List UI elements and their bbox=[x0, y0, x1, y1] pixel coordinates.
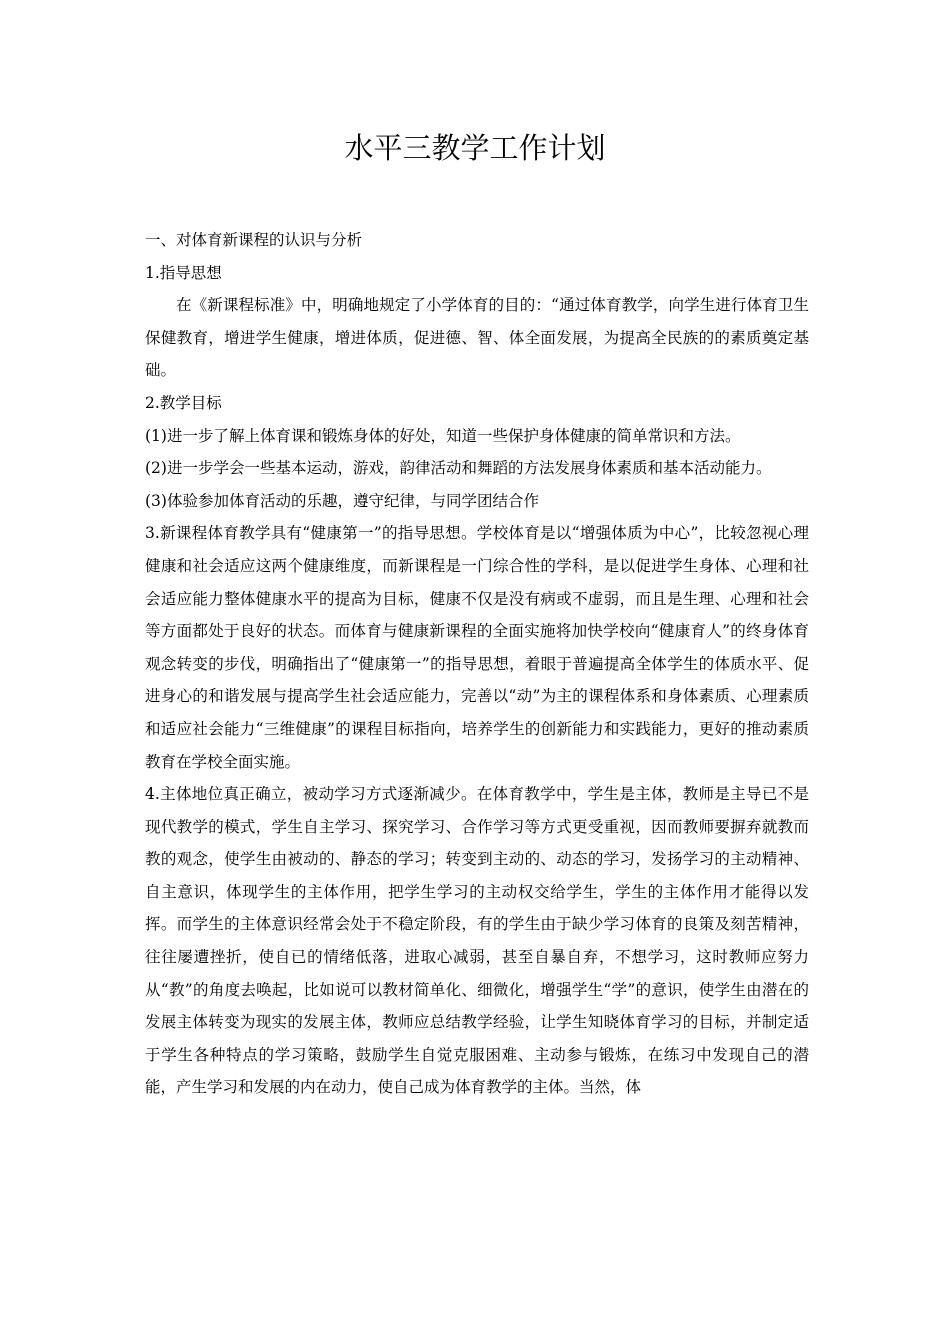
paragraph: 4.主体地位真正确立，被动学习方式逐渐减少。在体育教学中，学生是主体，教师是主导已不是现代教学的模式，学生自主学习、探究学习、合作学习等方式更受重视，因而教师要摒弃就教而教的观念，使学生由被动的、静态的学习；转变到主动的、动态的学习，发扬学习的主动精神、自主意识，体现学生的主体作用，把学生学习的主动权交给学生，学生的主体作用才能得以发挥。而学生的主体意识经常会处于不稳定阶段，有的学生由于缺少学习体育的良策及刻苦精神，往往屡遭挫折，使自已的情绪低落，进取心减弱，甚至自暴自弃，不想学习，这时教师应努力从“教”的角度去唤起，比如说可以教材简单化、细微化，增强学生“学”的意识，使学生由潜在的发展主体转变为现实的发展主体，教师应总结教学经验，让学生知晓体育学习的目标，并制定适于学生各种特点的学习策略，鼓励学生自觉克服困难、主动参与锻炼，在练习中发现自己的潜能，产生学习和发展的内在动力，使自己成为体育教学的主体。当然，体 bbox=[145, 785, 809, 1097]
subsection-heading: 1.指导思想 bbox=[145, 263, 222, 282]
paragraph: 3.新课程体育教学具有“健康第一”的指导思想。学校体育是以“增强体质为中心”，比较忽视心理健康和社会适应这两个健康维度，而新课程是一门综合性的学科，是以促进学生身体、心理和社会适应能力整体健康水平的提高为目标，健康不仅是没有病或不虚弱，而且是生理、心理和社会等方面都处于良好的状态。而体育与健康新课程的全面实施将加快学校向“健康育人”的终身体育观念转变的步伐，明确指出了“健康第一”的指导思想，着眼于普遍提高全体学生的体质水平、促进身心的和谐发展与提高学生社会适应能力，完善以“动”为主的课程体系和身体素质、心理素质和适应社会能力“三维健康”的课程目标指向，培养学生的创新能力和实践能力，更好的推动素质教育在学校全面实施。 bbox=[145, 524, 809, 771]
subsection-heading: 2.教学目标 bbox=[145, 393, 222, 412]
document-body bbox=[145, 224, 809, 1104]
document-title: 水平三教学工作计划 bbox=[344, 131, 606, 165]
list-item: (1)进一步了解上体育课和锻炼身体的好处，知道一些保护身体健康的简单常识和方法。 bbox=[145, 426, 741, 445]
section-heading: 一、对体育新课程的认识与分析 bbox=[145, 231, 363, 249]
list-item: (3)体验参加体育活动的乐趣，遵守纪律，与同学团结合作 bbox=[145, 491, 539, 510]
list-item: (2)进一步学会一些基本运动，游戏，韵律活动和舞蹈的方法发展身体素质和基本活动能力。 bbox=[145, 459, 772, 478]
paragraph: 在《新课程标准》中，明确地规定了小学体育的目的：“通过体育教学，向学生进行体育卫生保健教育，增进学生健康，增进体质，促进德、智、体全面发展，为提高全民族的的素质奠定基础。 bbox=[145, 296, 809, 380]
